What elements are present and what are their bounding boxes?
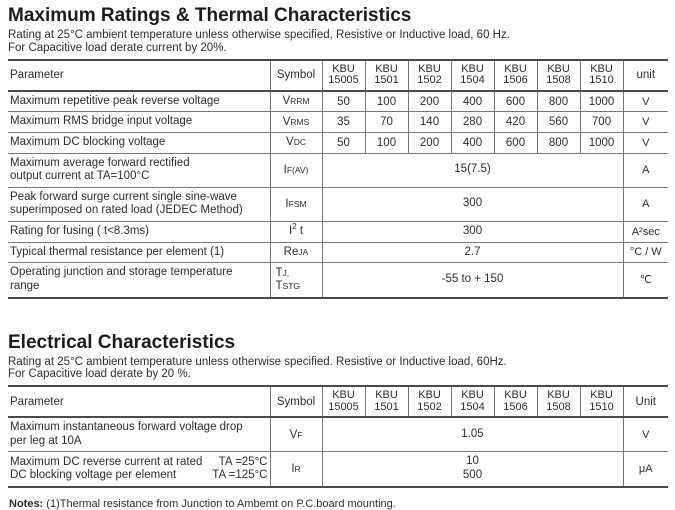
value-cell: 70 <box>365 112 408 133</box>
value-cell: 800 <box>537 91 580 112</box>
section-electrical <box>8 332 668 489</box>
parameter-line <box>10 266 268 280</box>
parameter-text: Rating for fusing ( t<8.3ms) <box>10 224 150 237</box>
model-number: 1501 <box>374 400 399 413</box>
parameter-text: range <box>10 279 40 292</box>
parameter-line <box>10 456 268 470</box>
value-line: 15(7.5) <box>454 163 491 176</box>
model-series: KBU <box>332 389 355 402</box>
parameter-cell <box>8 452 270 487</box>
value-cell: 400 <box>451 91 494 112</box>
model-series: KBU <box>375 62 398 75</box>
parameter-text: output current at TA=100°C <box>10 170 150 183</box>
parameter-text: Maximum RMS bridge input voltage <box>10 115 193 128</box>
notes-label: Notes: <box>9 498 44 510</box>
value-cell: 800 <box>537 132 580 153</box>
value-cell: 280 <box>451 112 494 133</box>
model-header-cell <box>537 386 580 417</box>
symbol-cell: $I^2$ t <box>270 221 322 242</box>
notes-line <box>8 498 668 510</box>
value-cell: 560 <box>537 112 580 133</box>
model-series: KBU <box>547 62 570 75</box>
parameter-line <box>10 95 268 109</box>
model-series: KBU <box>461 389 484 402</box>
model-series: KBU <box>418 389 441 402</box>
symbol-cell: ReJA <box>270 242 322 263</box>
parameter-text: Maximum DC reverse current at rated <box>10 455 203 468</box>
table-row <box>8 153 668 187</box>
value-line: 2.7 <box>464 245 481 258</box>
value-cell: 400 <box>451 132 494 153</box>
symbol-cell: VDC <box>270 132 322 153</box>
table-row <box>8 91 668 112</box>
max-ratings-table <box>8 59 668 299</box>
unit-header-cell: Unit <box>623 386 668 417</box>
model-number: 1502 <box>417 74 442 87</box>
value-cell: 200 <box>408 132 451 153</box>
parameter-cell <box>8 242 270 263</box>
parameter-line <box>10 157 268 171</box>
section-title: Maximum Ratings & Thermal Characteristics <box>8 5 412 26</box>
model-header-cell <box>322 60 365 91</box>
symbol-cell: IFSM <box>270 187 322 221</box>
parameter-cell <box>8 187 270 221</box>
notes-text: (1)Thermal resistance from Junction to Ambemt on P.C.board mounting. <box>43 498 396 510</box>
parameter-cell <box>8 153 270 187</box>
section-subtitle-line1: Rating at 25°C ambient temperature unless otherwise specified, Resistive or Inductive load, 60 Hz. <box>8 29 510 41</box>
parameter-header-cell: Parameter <box>8 60 270 91</box>
value-line: 10 <box>466 455 479 468</box>
model-header-cell <box>580 60 623 91</box>
unit-cell: °C / W <box>623 242 668 263</box>
value-span-cell <box>322 417 623 452</box>
parameter-text: superimposed on rated load (JEDEC Method) <box>10 204 243 217</box>
value-span-cell <box>322 153 623 187</box>
table-row <box>8 417 668 452</box>
model-number: 1510 <box>589 74 614 87</box>
model-header-cell <box>451 60 494 91</box>
parameter-text: Maximum DC blocking voltage <box>10 135 166 148</box>
model-series: KBU <box>504 389 527 402</box>
symbol-header-cell: Symbol <box>270 60 322 91</box>
section-max-ratings <box>8 5 668 299</box>
unit-cell: V <box>623 417 668 452</box>
model-series: KBU <box>461 62 484 75</box>
value-span-cell <box>322 263 623 298</box>
model-number: 1502 <box>417 400 442 413</box>
parameter-line <box>10 280 268 294</box>
parameter-line <box>10 115 268 129</box>
parameter-text: Typical thermal resistance per element (1) <box>10 245 225 258</box>
unit-cell: A <box>623 153 668 187</box>
value-span-cell <box>322 452 623 487</box>
value-line: 300 <box>462 224 483 237</box>
value-cell: 200 <box>408 91 451 112</box>
model-series: KBU <box>332 62 355 75</box>
model-header-cell <box>365 386 408 417</box>
parameter-cell <box>8 263 270 298</box>
parameter-cell <box>8 221 270 242</box>
model-series: KBU <box>418 62 441 75</box>
model-number: 1506 <box>503 400 528 413</box>
parameter-header-cell: Parameter <box>8 386 270 417</box>
model-number: 1504 <box>460 74 485 87</box>
table-row <box>8 112 668 133</box>
table-row <box>8 263 668 298</box>
model-header-cell <box>408 386 451 417</box>
value-span-cell <box>322 187 623 221</box>
section-subtitle-line2: For Capacitive load derate by 20 %. <box>8 368 191 381</box>
parameter-text: Maximum instantaneous forward voltage drop <box>10 421 243 434</box>
model-header-cell <box>322 386 365 417</box>
value-cell: 50 <box>322 91 365 112</box>
value-cell: 600 <box>494 132 537 153</box>
model-header-cell <box>408 60 451 91</box>
section-subtitle-line1: Rating at 25°C ambient temperature unless otherwise specified. Resistive or Inductive load, 60Hz. <box>8 355 507 368</box>
value-cell: 1000 <box>580 132 623 153</box>
model-number: 1501 <box>374 74 399 87</box>
unit-cell: V <box>623 132 668 153</box>
value-line: 500 <box>462 469 483 482</box>
parameter-line <box>10 225 268 239</box>
parameter-cell <box>8 91 270 112</box>
model-number: 1508 <box>546 74 571 87</box>
electrical-table <box>8 385 668 488</box>
model-header-cell <box>365 60 408 91</box>
symbol-cell: IF(AV) <box>270 153 322 187</box>
parameter-line <box>10 136 268 150</box>
table-row <box>8 132 668 153</box>
value-span-cell <box>322 242 623 263</box>
condition-text: TA =25°C <box>218 455 268 468</box>
parameter-line <box>10 170 268 184</box>
model-number: 15005 <box>328 400 359 413</box>
value-cell: 35 <box>322 112 365 133</box>
model-series: KBU <box>590 62 613 75</box>
section-subtitle-line2: For Capacitive load derate current by 20%. <box>8 41 227 54</box>
unit-cell: A <box>623 187 668 221</box>
table-row <box>8 452 668 487</box>
value-cell: 50 <box>322 132 365 153</box>
model-series: KBU <box>504 62 527 75</box>
model-series: KBU <box>547 389 570 402</box>
value-cell: 420 <box>494 112 537 133</box>
model-series: KBU <box>375 389 398 402</box>
symbol-cell: TJ, TSTG <box>270 263 322 298</box>
unit-cell: A²sec <box>623 221 668 242</box>
section-title: Electrical Characteristics <box>8 331 236 353</box>
model-number: 15005 <box>328 74 359 87</box>
model-series: KBU <box>590 389 613 402</box>
unit-cell: V <box>623 112 668 133</box>
model-header-cell <box>451 386 494 417</box>
parameter-cell <box>8 112 270 133</box>
parameter-line <box>10 246 268 260</box>
model-header-cell <box>494 60 537 91</box>
symbol-cell: VRRM <box>270 91 322 112</box>
parameter-line <box>10 204 268 218</box>
value-line: 300 <box>462 197 483 210</box>
table-row <box>8 242 668 263</box>
table-row <box>8 187 668 221</box>
model-number: 1510 <box>589 400 614 413</box>
parameter-text: Maximum repetitive peak reverse voltage <box>10 94 220 107</box>
value-line: -55 to + 150 <box>441 273 504 286</box>
value-cell: 140 <box>408 112 451 133</box>
unit-cell: V <box>623 91 668 112</box>
symbol-cell: IR <box>270 452 322 487</box>
value-line: 1.05 <box>461 428 484 440</box>
value-span-cell <box>322 221 623 242</box>
model-number: 1504 <box>460 400 485 413</box>
unit-header-cell: unit <box>623 60 668 91</box>
parameter-line <box>10 191 268 205</box>
symbol-header-cell: Symbol <box>270 386 322 417</box>
parameter-text: Operating junction and storage temperature <box>10 266 233 279</box>
table-row <box>8 221 668 242</box>
model-header-cell <box>580 386 623 417</box>
unit-cell: ℃ <box>623 263 668 298</box>
symbol-cell: VF <box>270 417 322 452</box>
parameter-cell <box>8 417 270 452</box>
unit-cell: μA <box>623 452 668 487</box>
value-cell: 100 <box>365 91 408 112</box>
model-number: 1506 <box>503 74 528 87</box>
parameter-text: per leg at 10A <box>10 434 82 447</box>
symbol-cell: VRMS <box>270 112 322 133</box>
parameter-text: Peak forward surge current single sine-wave <box>10 190 237 203</box>
parameter-cell <box>8 132 270 153</box>
model-header-cell <box>494 386 537 417</box>
parameter-text: Maximum average forward rectified <box>10 156 190 169</box>
model-header-cell <box>537 60 580 91</box>
parameter-line <box>10 469 268 483</box>
model-number: 1508 <box>546 400 571 413</box>
value-cell: 1000 <box>580 91 623 112</box>
value-cell: 600 <box>494 91 537 112</box>
value-cell: 100 <box>365 132 408 153</box>
value-cell: 700 <box>580 112 623 133</box>
condition-text: TA =125°C <box>212 469 268 482</box>
parameter-line <box>10 421 268 435</box>
parameter-line <box>10 435 268 449</box>
parameter-text: DC blocking voltage per element <box>10 469 177 482</box>
